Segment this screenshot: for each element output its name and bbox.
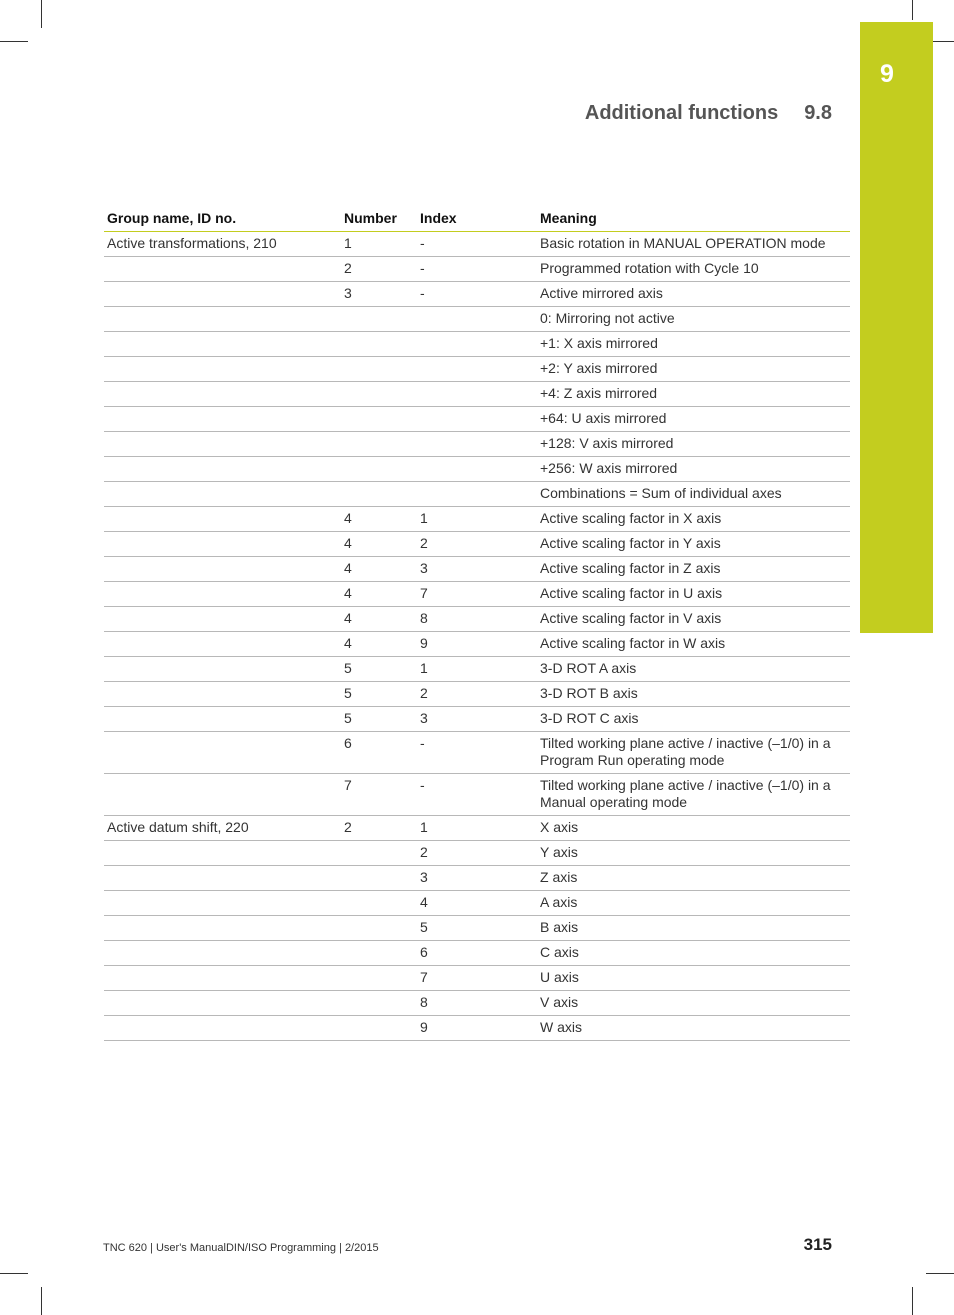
crop-mark	[0, 41, 28, 42]
cell-number: 6	[341, 732, 417, 774]
cell-index: -	[417, 232, 537, 257]
cell-number	[341, 991, 417, 1016]
table-row	[104, 607, 850, 632]
table-row	[104, 816, 850, 841]
cell-meaning: W axis	[537, 1016, 850, 1041]
cell-index: 8	[417, 991, 537, 1016]
cell-group	[104, 891, 341, 916]
parameter-table	[104, 207, 850, 1041]
cell-meaning: +4: Z axis mirrored	[537, 382, 850, 407]
table-row	[104, 407, 850, 432]
cell-number	[341, 457, 417, 482]
table-row	[104, 382, 850, 407]
cell-group: Active datum shift, 220	[104, 816, 341, 841]
cell-number	[341, 966, 417, 991]
table-row	[104, 1016, 850, 1041]
cell-index: 2	[417, 841, 537, 866]
cell-meaning: +2: Y axis mirrored	[537, 357, 850, 382]
cell-number	[341, 916, 417, 941]
cell-index	[417, 432, 537, 457]
cell-group	[104, 632, 341, 657]
cell-number: 1	[341, 232, 417, 257]
table-body	[104, 232, 850, 1041]
cell-group	[104, 382, 341, 407]
cell-number	[341, 307, 417, 332]
cell-index: 1	[417, 657, 537, 682]
column-header-group: Group name, ID no.	[104, 207, 341, 232]
cell-index: 7	[417, 582, 537, 607]
table-row	[104, 482, 850, 507]
cell-meaning: Active scaling factor in U axis	[537, 582, 850, 607]
cell-index: -	[417, 282, 537, 307]
cell-meaning: Active scaling factor in W axis	[537, 632, 850, 657]
cell-group	[104, 707, 341, 732]
cell-index: 4	[417, 891, 537, 916]
cell-meaning: Combinations = Sum of individual axes	[537, 482, 850, 507]
cell-index	[417, 407, 537, 432]
cell-group	[104, 257, 341, 282]
cell-meaning: C axis	[537, 941, 850, 966]
cell-number: 5	[341, 707, 417, 732]
cell-number: 4	[341, 532, 417, 557]
table-row	[104, 232, 850, 257]
cell-meaning: Z axis	[537, 866, 850, 891]
table-row	[104, 916, 850, 941]
cell-meaning: 3-D ROT A axis	[537, 657, 850, 682]
table-row	[104, 582, 850, 607]
table-row	[104, 507, 850, 532]
cell-number: 5	[341, 682, 417, 707]
cell-meaning: +64: U axis mirrored	[537, 407, 850, 432]
cell-group	[104, 332, 341, 357]
cell-group	[104, 432, 341, 457]
cell-group	[104, 916, 341, 941]
cell-group	[104, 941, 341, 966]
table-row	[104, 657, 850, 682]
cell-index: 3	[417, 557, 537, 582]
cell-index: 1	[417, 816, 537, 841]
cell-meaning: X axis	[537, 816, 850, 841]
cell-group	[104, 557, 341, 582]
cell-number	[341, 1016, 417, 1041]
cell-index	[417, 382, 537, 407]
cell-meaning: 3-D ROT B axis	[537, 682, 850, 707]
crop-mark	[41, 1287, 42, 1315]
cell-group	[104, 407, 341, 432]
column-header-index: Index	[417, 207, 537, 232]
table-row	[104, 841, 850, 866]
cell-index	[417, 482, 537, 507]
running-header	[585, 102, 832, 125]
table-row	[104, 632, 850, 657]
cell-index: -	[417, 732, 537, 774]
cell-index: 7	[417, 966, 537, 991]
cell-index: -	[417, 257, 537, 282]
cell-group	[104, 507, 341, 532]
cell-group	[104, 607, 341, 632]
table-row	[104, 432, 850, 457]
table-row	[104, 966, 850, 991]
cell-index: -	[417, 774, 537, 816]
cell-number: 4	[341, 607, 417, 632]
cell-number	[341, 482, 417, 507]
cell-group	[104, 682, 341, 707]
crop-mark	[926, 1273, 954, 1274]
cell-group	[104, 457, 341, 482]
page-number: 315	[803, 1235, 832, 1254]
table-row	[104, 891, 850, 916]
cell-number: 4	[341, 632, 417, 657]
table-row	[104, 307, 850, 332]
cell-number	[341, 357, 417, 382]
cell-number: 4	[341, 582, 417, 607]
cell-group	[104, 866, 341, 891]
cell-index: 1	[417, 507, 537, 532]
cell-index	[417, 457, 537, 482]
table-row	[104, 557, 850, 582]
cell-meaning: Basic rotation in MANUAL OPERATION mode	[537, 232, 850, 257]
table-row	[104, 257, 850, 282]
cell-meaning: +1: X axis mirrored	[537, 332, 850, 357]
table-header-row	[104, 207, 850, 232]
cell-group	[104, 732, 341, 774]
cell-index: 8	[417, 607, 537, 632]
table-row	[104, 457, 850, 482]
cell-number	[341, 841, 417, 866]
header-title: Additional functions	[584, 102, 779, 124]
cell-number	[341, 866, 417, 891]
cell-meaning: A axis	[537, 891, 850, 916]
table-row	[104, 357, 850, 382]
table-row	[104, 732, 850, 774]
crop-mark	[912, 0, 913, 20]
cell-number	[341, 941, 417, 966]
cell-index	[417, 332, 537, 357]
cell-number: 4	[341, 557, 417, 582]
cell-group: Active transformations, 210	[104, 232, 341, 257]
chapter-number: 9	[880, 60, 894, 88]
cell-meaning: Programmed rotation with Cycle 10	[537, 257, 850, 282]
cell-number: 5	[341, 657, 417, 682]
cell-index: 3	[417, 866, 537, 891]
cell-number: 7	[341, 774, 417, 816]
table-row	[104, 941, 850, 966]
column-header-number: Number	[341, 207, 417, 232]
cell-index: 2	[417, 682, 537, 707]
cell-meaning: U axis	[537, 966, 850, 991]
cell-number: 3	[341, 282, 417, 307]
header-section: 9.8	[804, 102, 832, 124]
cell-meaning: 0: Mirroring not active	[537, 307, 850, 332]
table-row	[104, 866, 850, 891]
cell-meaning: V axis	[537, 991, 850, 1016]
cell-group	[104, 282, 341, 307]
crop-mark	[41, 0, 42, 28]
cell-number: 4	[341, 507, 417, 532]
cell-meaning: +256: W axis mirrored	[537, 457, 850, 482]
cell-number: 2	[341, 816, 417, 841]
cell-number	[341, 407, 417, 432]
cell-meaning: Y axis	[537, 841, 850, 866]
cell-group	[104, 357, 341, 382]
cell-group	[104, 991, 341, 1016]
cell-group	[104, 966, 341, 991]
column-header-meaning: Meaning	[537, 207, 850, 232]
chapter-tab	[860, 22, 933, 633]
cell-meaning: +128: V axis mirrored	[537, 432, 850, 457]
cell-group	[104, 1016, 341, 1041]
cell-group	[104, 482, 341, 507]
cell-index: 3	[417, 707, 537, 732]
cell-index: 6	[417, 941, 537, 966]
table-row	[104, 991, 850, 1016]
table-row	[104, 532, 850, 557]
cell-group	[104, 307, 341, 332]
cell-number	[341, 332, 417, 357]
cell-number: 2	[341, 257, 417, 282]
cell-meaning: Active scaling factor in V axis	[537, 607, 850, 632]
footer-text: TNC 620 | User's ManualDIN/ISO Programming | 2/2015	[103, 1242, 379, 1254]
table-row	[104, 332, 850, 357]
cell-group	[104, 841, 341, 866]
cell-group	[104, 657, 341, 682]
cell-number	[341, 382, 417, 407]
table-row	[104, 682, 850, 707]
cell-meaning: Active mirrored axis	[537, 282, 850, 307]
cell-number	[341, 891, 417, 916]
cell-index: 9	[417, 632, 537, 657]
cell-index	[417, 307, 537, 332]
table-row	[104, 282, 850, 307]
cell-group	[104, 532, 341, 557]
crop-mark	[912, 1287, 913, 1315]
crop-mark	[0, 1273, 28, 1274]
cell-meaning: 3-D ROT C axis	[537, 707, 850, 732]
cell-index: 5	[417, 916, 537, 941]
cell-meaning: Tilted working plane active / inactive (–1/0) in a Manual operating mode	[537, 774, 850, 816]
table-row	[104, 774, 850, 816]
cell-meaning: Active scaling factor in Y axis	[537, 532, 850, 557]
cell-meaning: Tilted working plane active / inactive (–1/0) in a Program Run operating mode	[537, 732, 850, 774]
table-row	[104, 707, 850, 732]
cell-group	[104, 774, 341, 816]
cell-meaning: B axis	[537, 916, 850, 941]
cell-group	[104, 582, 341, 607]
cell-index	[417, 357, 537, 382]
cell-meaning: Active scaling factor in X axis	[537, 507, 850, 532]
cell-meaning: Active scaling factor in Z axis	[537, 557, 850, 582]
cell-index: 2	[417, 532, 537, 557]
cell-number	[341, 432, 417, 457]
cell-index: 9	[417, 1016, 537, 1041]
